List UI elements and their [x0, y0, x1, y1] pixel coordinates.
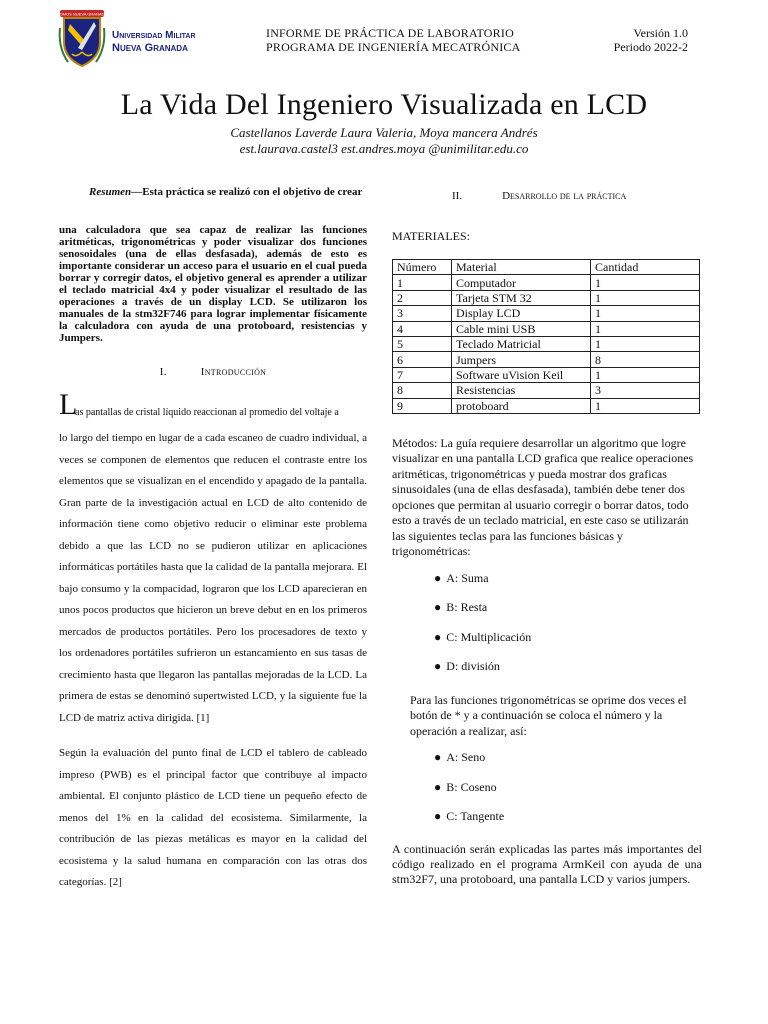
table-cell: Computador [452, 275, 591, 290]
bullet-icon: ● [434, 659, 442, 674]
column-header: Cantidad [591, 260, 700, 275]
left-column [59, 186, 367, 894]
bullet-icon: ● [434, 809, 442, 824]
intro-paragraph-2: Según la evaluación del punto final de LCD el tablero de cableado impreso (PWB) es el principal factor que contribuye al impacto ambiental. El conjunto plástico de LCD tiene un pequeño efecto de menos del 1% en la calidad del ecosistema. Similarmente, la contribución de las piezas metálicas es mayor en la calidad del ecosistema y la salud humana en comparación con las otras dos categorías. [2] [59, 747, 367, 888]
list-item [392, 600, 702, 630]
table-cell: 8 [393, 383, 452, 398]
table-row [393, 367, 700, 382]
abstract-lead: —Esta práctica se realizó con el objetivo de crear [131, 186, 363, 198]
bullet-icon: ● [434, 750, 442, 765]
table-cell: 9 [393, 398, 452, 413]
section-title: Introducción [200, 366, 267, 378]
table-cell: protoboard [452, 398, 591, 413]
bullet-icon: ● [434, 779, 442, 794]
header-period: Periodo 2022-2 [613, 40, 688, 54]
column-header: Número [393, 260, 452, 275]
author-block [0, 125, 768, 157]
table-cell: Software uVision Keil [452, 367, 591, 382]
bullet-icon: ● [434, 600, 442, 615]
table-cell: 3 [393, 306, 452, 321]
methods-paragraph: Métodos: La guía requiere desarrollar un algoritmo que logre visualizar en una pantalla LCD grafica que realice operaciones aritméticas, trigonométricas y pueda mostrar dos graficas sinusoidales (una de ellas desfasada), también debe tener dos opciones que permitan al usuario corregir o borrar datos, todo esto a través de un teclado matricial, en este caso se utilizarán las siguientes teclas para las funciones básicas y trigonométricas: [392, 435, 694, 559]
list-item [392, 659, 702, 689]
intro-first-line [59, 388, 367, 422]
table-cell: Teclado Matricial [452, 336, 591, 351]
table-cell: 1 [591, 367, 700, 382]
list-item-text: C: Multiplicación [446, 629, 532, 644]
table-cell: 1 [591, 321, 700, 336]
table-cell: Display LCD [452, 306, 591, 321]
list-item [392, 630, 702, 660]
list-item-text: C: Tangente [446, 809, 505, 824]
header-right [600, 26, 688, 54]
table-cell: 4 [393, 321, 452, 336]
list-item-text: B: Resta [446, 600, 488, 615]
table-cell: 1 [591, 290, 700, 305]
table-row [393, 275, 700, 290]
author-emails: est.laurava.castel3 est.andres.moya @unimilitar.edu.co [239, 141, 529, 156]
bullet-icon: ● [434, 629, 442, 644]
header-report-type: INFORME DE PRÁCTICA DE LABORATORIO [266, 26, 514, 40]
table-cell: 6 [393, 352, 452, 367]
header-version: Versión 1.0 [633, 26, 688, 40]
list-item [392, 780, 702, 810]
paper-title: La Vida Del Ingeniero Visualizada en LCD [120, 88, 648, 121]
section-heading-development [452, 190, 702, 202]
table-cell: 8 [591, 352, 700, 367]
table-cell: Tarjeta STM 32 [452, 290, 591, 305]
table-header-row [393, 260, 700, 275]
materials-table [392, 259, 700, 414]
table-cell: 2 [393, 290, 452, 305]
list-item-text: B: Coseno [446, 779, 497, 794]
trig-operations-list [392, 750, 702, 839]
logo-banner: SOMOS NUEVA GRANADA [56, 11, 108, 17]
table-row [393, 336, 700, 351]
intro-lead: as pantallas de cristal líquido reaccionan al promedio del voltaje a [75, 407, 339, 418]
bullet-icon: ● [434, 570, 442, 585]
header-program: PROGRAMA DE INGENIERÍA MECATRÓNICA [266, 40, 521, 54]
list-item-text: D: división [446, 659, 500, 674]
author-names: Castellanos Laverde Laura Valeria, Moya mancera Andrés [230, 125, 538, 140]
abstract-body: una calculadora que sea capaz de realizar las funciones aritméticas, trigonométricas y poder visualizar dos funciones senosoidales (una de ellas desfasada), además de esto es importante considerar un acceso para el usuario en el cual pueda borrar y corregir datos, el objetivo general es aprender a utilizar el teclado matricial 4x4 y poder visualizar el resultado de las operaciones a través de un display LCD. Se utilizaron los manuales de la stm32F746 para lograr implementar físicamente la calculadora con ayuda de una protoboard, resistencias y Jumpers. [59, 224, 367, 344]
logo-line1: Universidad Militar [112, 30, 196, 41]
crest-icon [56, 8, 206, 70]
table-cell: Cable mini USB [452, 321, 591, 336]
section-number: I. [159, 366, 167, 378]
list-item [392, 571, 702, 601]
table-row [393, 306, 700, 321]
table-cell: Resistencias [452, 383, 591, 398]
section-title: Desarrollo de la práctica [502, 190, 627, 202]
table-cell: 1 [591, 398, 700, 413]
intro-paragraph-1: lo largo del tiempo en lugar de a cada escaneo de cuadro individual, a veces se componen de elementos que reducen el contraste entre los elementos que se visualizan en el encendido y apagado de la pantalla. Gran parte de la investigación actual en LCD de alto contenido de información tiene como objetivo reducir o eliminar este problema debido a que las LCD no se pudieron utilizar en aplicaciones informáticas portátiles hasta que la calidad de la pantalla mejorara. El bajo consumo y la compacidad, lograron que los LCD aparecieran en unos pocos productos que hicieron un breve debut en en los primeros mercados de productos portátiles. Pero los procesadores de texto y los ordenadores portátiles sufrieron un estancamiento en sus tasas de crecimiento hasta que llegaron las pantallas mejoradas de la LCD. La primera de estas se denominó supertwisted LCD, y la siguiente fue la LCD de matriz activa dirigida. [1] [59, 432, 367, 724]
materials-heading: MATERIALES: [392, 229, 470, 243]
section-heading-introduction [59, 366, 367, 378]
table-cell: 1 [591, 275, 700, 290]
table-row [393, 352, 700, 367]
abstract-first-line [59, 186, 367, 198]
header-center [266, 26, 520, 54]
table-cell: 5 [393, 336, 452, 351]
abstract-label: Resumen [89, 186, 132, 198]
table-cell: Jumpers [452, 352, 591, 367]
table-row [393, 398, 700, 413]
list-item-text: A: Suma [446, 570, 489, 585]
logo-line2: Nueva Granada [112, 42, 188, 54]
table-cell: 1 [393, 275, 452, 290]
list-item [392, 750, 702, 780]
table-cell: 7 [393, 367, 452, 382]
section-number: II. [452, 190, 463, 202]
university-logo [56, 8, 206, 68]
list-item [392, 809, 702, 839]
table-cell: 3 [591, 383, 700, 398]
table-row [393, 383, 700, 398]
table-cell: 1 [591, 336, 700, 351]
table-row [393, 290, 700, 305]
list-item-text: A: Seno [446, 750, 486, 765]
right-column [392, 190, 702, 887]
column-header: Material [452, 260, 591, 275]
table-row [393, 321, 700, 336]
drop-cap: L [59, 388, 78, 421]
basic-operations-list [392, 571, 702, 689]
trig-intro-paragraph: Para las funciones trigonométricas se oprime dos veces el botón de * y a continuación se coloca el número y la operación a realizar, así: [410, 692, 687, 738]
final-paragraph: A continuación serán explicadas las partes más importantes del código realizado en el programa ArmKeil con ayuda de una stm32F7, una protoboard, una pantalla LCD y varios jumpers. [392, 841, 702, 886]
table-cell: 1 [591, 306, 700, 321]
